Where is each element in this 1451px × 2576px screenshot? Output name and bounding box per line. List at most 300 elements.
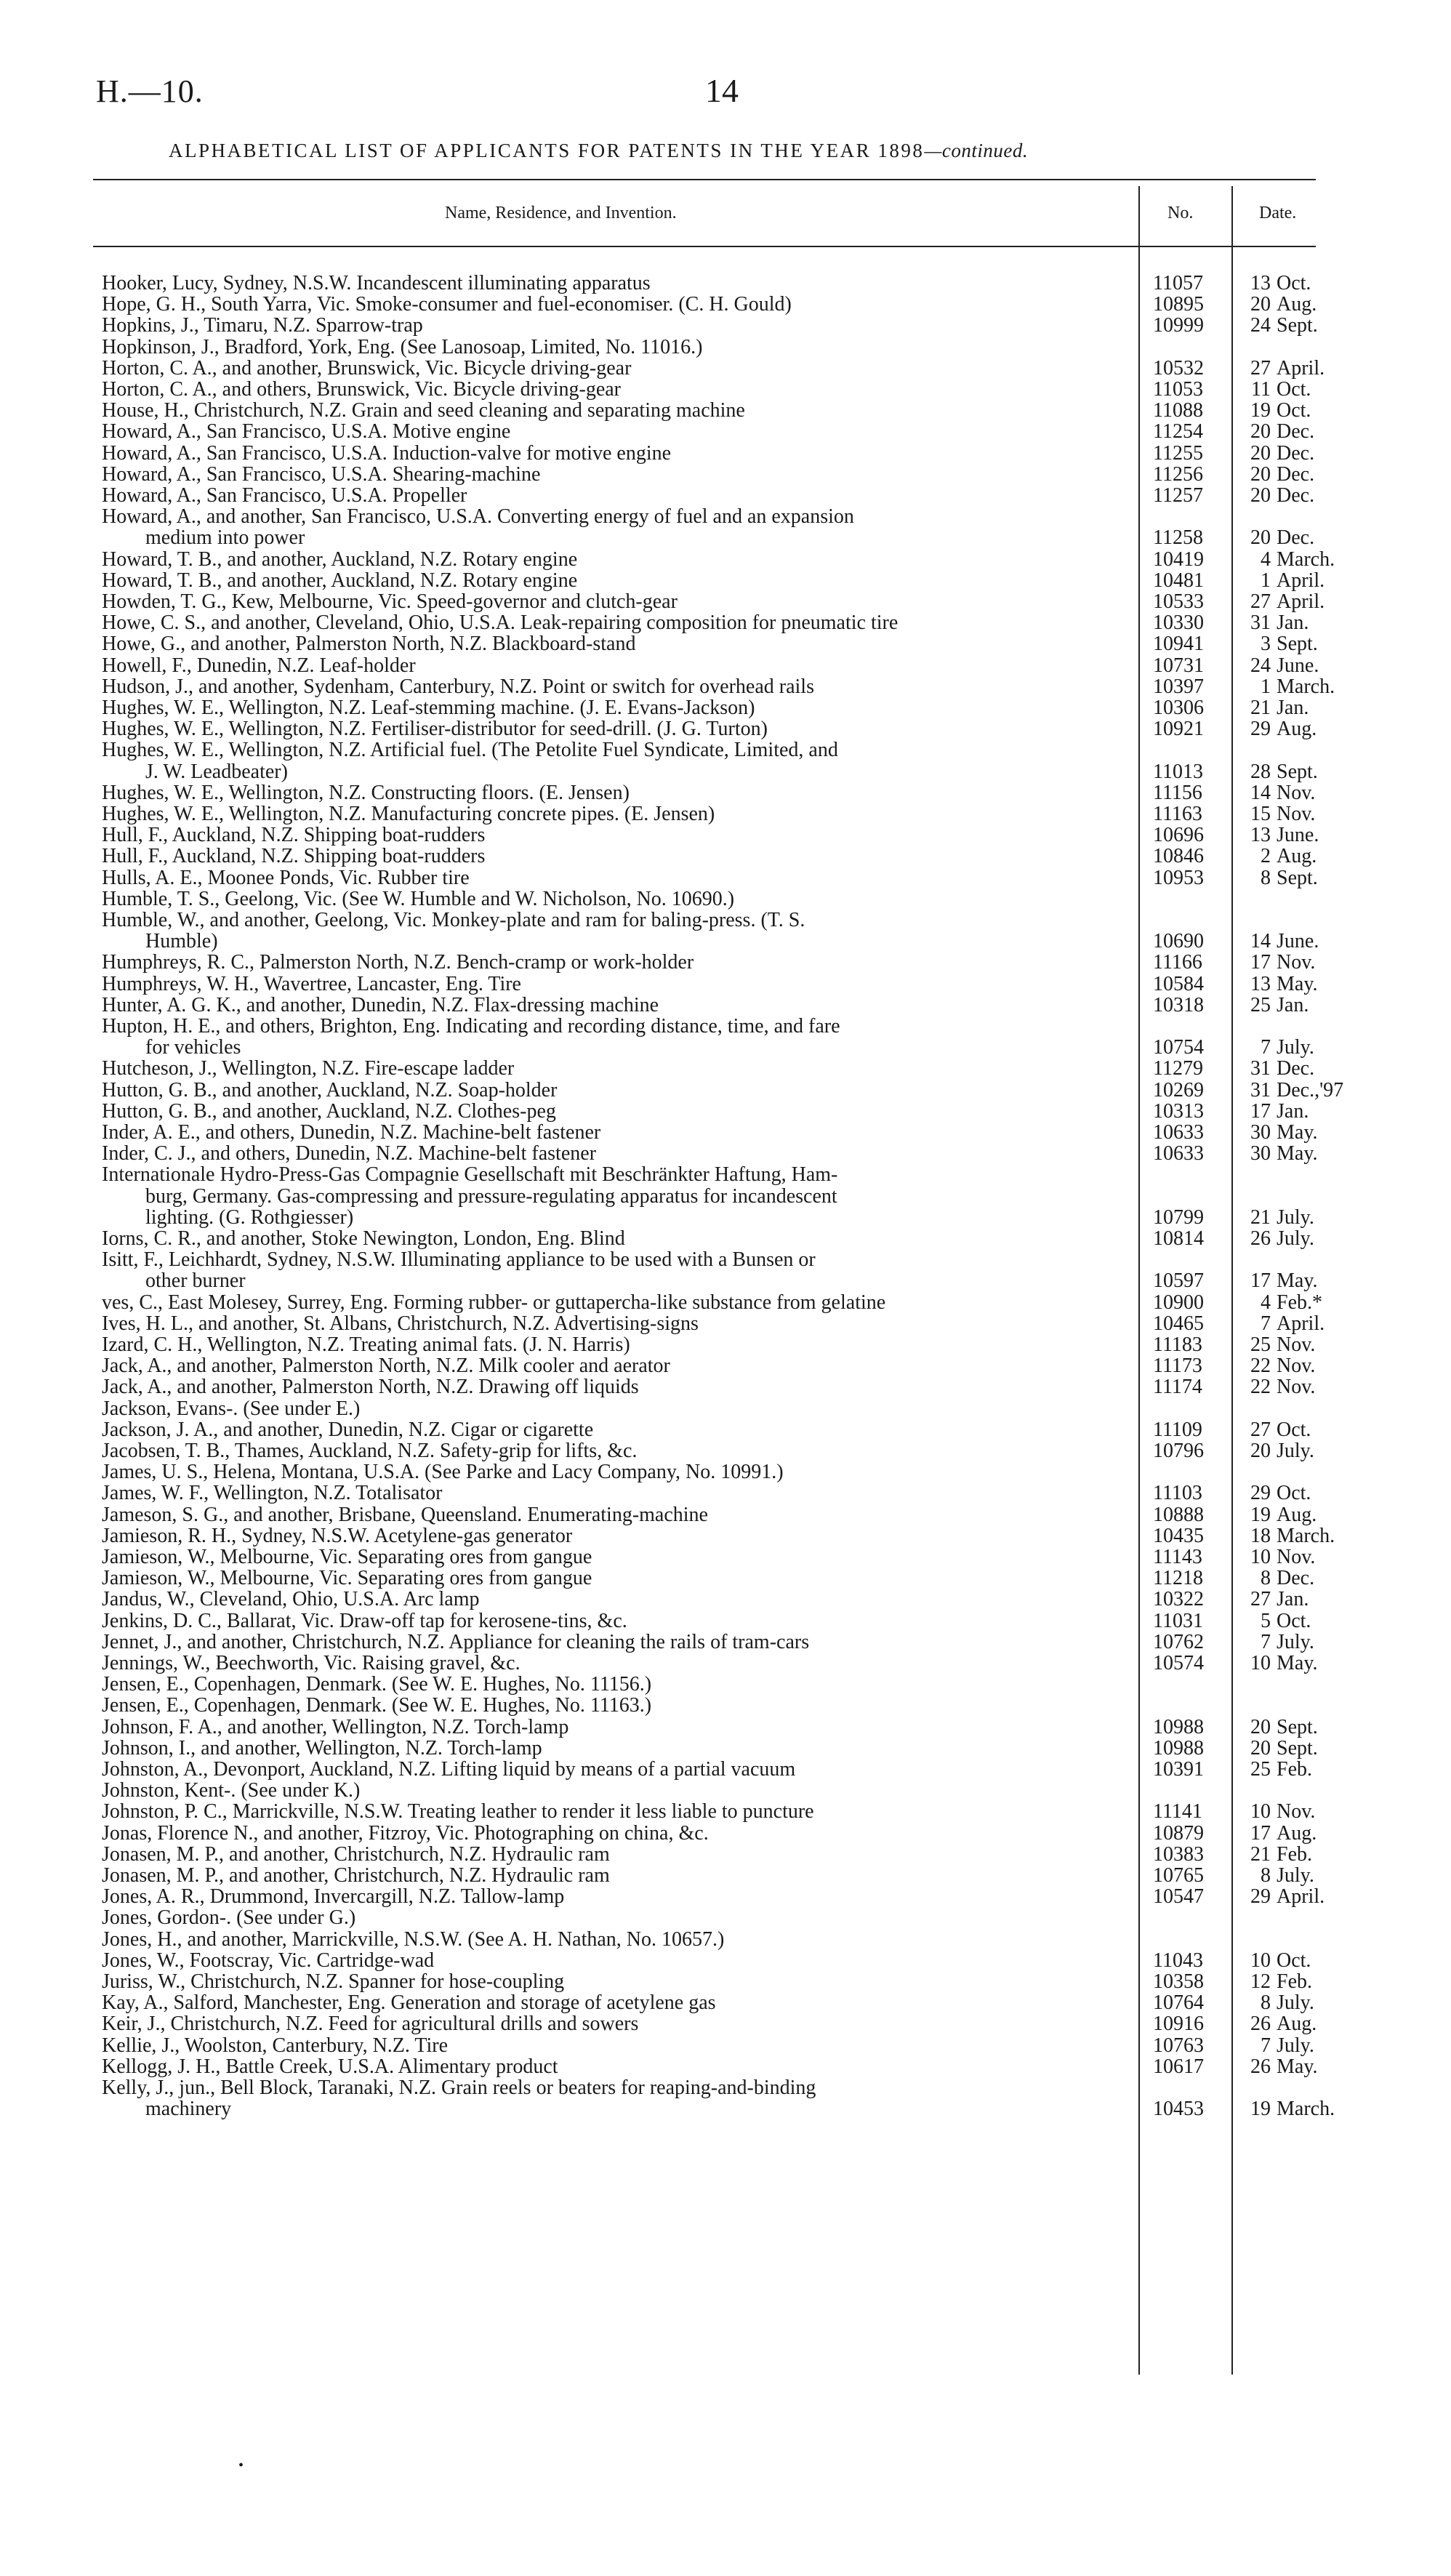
entry-text xyxy=(102,1696,1134,1716)
entry-text xyxy=(102,634,1134,654)
patent-date xyxy=(1245,1951,1314,1971)
date-day: 20 xyxy=(1250,441,1271,465)
date-day: 13 xyxy=(1250,272,1271,294)
entry-label: Ives, H. L., and another, St. Albans, Christchurch, N.Z. Advertising-signs xyxy=(102,1314,703,1334)
entry-text xyxy=(102,1972,1134,1992)
title-continued: —continued. xyxy=(924,140,1029,161)
patent-number: 10696 xyxy=(1153,824,1204,847)
date-month: Dec. xyxy=(1277,484,1315,507)
patent-number: 10900 xyxy=(1153,1291,1204,1314)
patent-date xyxy=(1245,401,1314,421)
patent-date xyxy=(1245,633,1318,656)
entry-label: Inder, C. J., and others, Dunedin, N.Z. Machine-belt fastener xyxy=(102,1144,600,1164)
date-day: 22 xyxy=(1250,1376,1271,1399)
patent-number: 10846 xyxy=(1153,845,1204,868)
entry-label: Jack, A., and another, Palmerston North, N.Z. Milk cooler and aerator xyxy=(102,1356,675,1376)
entry-text xyxy=(102,846,1134,867)
column-divider-date xyxy=(1231,186,1233,2375)
entry-label: Howe, C. S., and another, Cleveland, Ohio, U.S.A. Leak-repairing composition for pneumatic tire xyxy=(102,613,902,633)
patent-date xyxy=(1245,1568,1314,1589)
entry-label: Internationale Hydro-Press-Gas Compagnie Gesellschaft mit Beschränkter Haftung, Ham- xyxy=(102,1165,842,1185)
date-month: Aug. xyxy=(1277,2013,1317,2036)
entry-label: Hooker, Lucy, Sydney, N.S.W. Incandescent illuminating apparatus xyxy=(102,273,655,294)
column-divider-no xyxy=(1138,186,1140,2375)
patent-date xyxy=(1245,1142,1318,1165)
entry-text xyxy=(102,1462,1134,1482)
patent-date xyxy=(1245,718,1317,741)
entry-text xyxy=(102,1335,1134,1355)
date-month: Dec. xyxy=(1277,441,1315,465)
patent-number: 10391 xyxy=(1153,1758,1204,1781)
entry-label: Hutton, G. B., and another, Auckland, N.Z. Soap-holder xyxy=(102,1080,561,1101)
date-month: Sept. xyxy=(1277,1715,1318,1738)
patent-number: 11166 xyxy=(1153,951,1202,974)
patent-number: 10895 xyxy=(1153,293,1204,316)
entry-text xyxy=(102,1356,1134,1376)
entry-text xyxy=(102,507,1134,527)
entry-label: Johnston, P. C., Marrickville, N.S.W. Treating leather to render it less liable to puncture xyxy=(102,1802,819,1822)
entry-label: Hope, G. H., South Yarra, Vic. Smoke-consumer and fuel-economiser. (C. H. Gould) xyxy=(102,294,796,315)
entry-label: Hopkinson, J., Bradford, York, Eng. (See Lanosoap, Limited, No. 11016.) xyxy=(102,337,707,358)
date-month: Dec. xyxy=(1277,526,1315,550)
date-month: July. xyxy=(1277,1864,1314,1887)
entry-text xyxy=(102,273,1134,294)
date-day: 31 xyxy=(1250,1057,1271,1080)
patent-date xyxy=(1245,1038,1314,1058)
patent-number: 10633 xyxy=(1153,1121,1204,1144)
patent-date xyxy=(1245,1589,1314,1610)
patent-number: 10690 xyxy=(1153,930,1204,953)
entry-continuation: Humble) xyxy=(145,931,218,953)
date-month: Jan. xyxy=(1277,611,1309,635)
entry-text xyxy=(102,337,1134,358)
entry-text xyxy=(102,2078,1134,2098)
entry-text xyxy=(102,1653,1134,1674)
entry-label: Howard, A., San Francisco, U.S.A. Motive engine xyxy=(102,422,515,442)
entry-label: Jack, A., and another, Palmerston North, N.Z. Drawing off liquids xyxy=(102,1377,643,1397)
entry-label: Hutcheson, J., Wellington, N.Z. Fire-escape ladder xyxy=(102,1059,518,1079)
date-month: March. xyxy=(1277,675,1335,698)
entry-text xyxy=(102,1526,1134,1546)
patent-number: 10419 xyxy=(1153,547,1204,571)
date-month: July. xyxy=(1277,1036,1314,1059)
patent-number: 10435 xyxy=(1153,1524,1204,1547)
entry-text xyxy=(102,1399,1134,1419)
entry-text xyxy=(102,677,1134,697)
entry-text xyxy=(102,1483,1134,1504)
entry-label: Howard, A., San Francisco, U.S.A. Propeller xyxy=(102,486,471,506)
date-day: 7 xyxy=(1261,2034,1271,2057)
entry-text xyxy=(102,486,1134,506)
entry-text xyxy=(102,1080,1134,1101)
date-month: Aug. xyxy=(1277,718,1317,741)
date-day: 24 xyxy=(1250,654,1271,677)
entry-text xyxy=(102,1568,1134,1589)
patent-number: 11174 xyxy=(1153,1376,1202,1399)
entry-label: Jacobsen, T. B., Thames, Auckland, N.Z. Safety-grip for lifts, &c. xyxy=(102,1441,641,1461)
entry-label: Hutton, G. B., and another, Auckland, N.Z. Clothes-peg xyxy=(102,1102,560,1122)
patent-number: 11257 xyxy=(1153,484,1203,507)
entry-label: Keir, J., Christchurch, N.Z. Feed for agricultural drills and sowers xyxy=(102,2014,643,2034)
date-day: 27 xyxy=(1250,1418,1271,1441)
entry-text xyxy=(102,550,1134,570)
date-month: May. xyxy=(1277,1652,1318,1674)
entry-label: Jamieson, R. H., Sydney, N.S.W. Acetylene-gas generator xyxy=(102,1526,576,1546)
date-month: Dec.,'97 xyxy=(1277,1078,1344,1102)
date-day: 26 xyxy=(1250,1227,1271,1250)
entry-label: Hunter, A. G. K., and another, Dunedin, N.Z. Flax-dressing machine xyxy=(102,995,663,1016)
entry-text xyxy=(102,804,1134,824)
date-day: 19 xyxy=(1250,399,1271,422)
patent-number: 10313 xyxy=(1153,1099,1204,1123)
date-day: 30 xyxy=(1250,1142,1271,1165)
patent-date xyxy=(1245,380,1314,400)
entry-text xyxy=(102,889,1134,910)
patent-number: 10330 xyxy=(1153,611,1204,635)
patent-number: 11256 xyxy=(1153,462,1203,486)
entry-label: Kay, A., Salford, Manchester, Eng. Generation and storage of acetylene gas xyxy=(102,1993,720,2013)
entry-label: Hupton, H. E., and others, Brighton, Eng. Indicating and recording distance, time, and fare xyxy=(102,1016,845,1037)
patent-date xyxy=(1245,1632,1314,1653)
entry-text xyxy=(102,719,1134,739)
date-month: March. xyxy=(1277,1524,1335,1547)
date-day: 3 xyxy=(1261,633,1271,656)
entry-text xyxy=(102,444,1134,464)
date-month: Oct. xyxy=(1277,399,1311,422)
entry-text xyxy=(102,358,1134,379)
patent-date xyxy=(1245,1652,1318,1674)
patent-date xyxy=(1245,590,1325,613)
patent-number: 10532 xyxy=(1153,356,1204,380)
entry-text xyxy=(102,2057,1134,2077)
patent-date xyxy=(1245,1312,1325,1335)
date-month: Oct. xyxy=(1277,378,1311,401)
date-month: Aug. xyxy=(1277,845,1317,868)
date-month: July. xyxy=(1277,1227,1314,1250)
date-day: 1 xyxy=(1261,569,1271,592)
date-day: 7 xyxy=(1261,1630,1271,1653)
patent-number: 11043 xyxy=(1153,1949,1203,1972)
patent-number: 10916 xyxy=(1153,2013,1204,2036)
date-month: Dec. xyxy=(1277,462,1315,486)
date-day: 20 xyxy=(1250,526,1271,550)
entry-label: Izard, C. H., Wellington, N.Z. Treating animal fats. (J. N. Harris) xyxy=(102,1335,635,1355)
patent-number: 11088 xyxy=(1153,399,1203,422)
patent-number: 11143 xyxy=(1153,1546,1202,1568)
patent-date xyxy=(1245,995,1314,1016)
patent-number: 10481 xyxy=(1153,569,1204,592)
entry-text xyxy=(102,380,1134,400)
patent-number: 10617 xyxy=(1153,2055,1204,2078)
entry-label: Howden, T. G., Kew, Melbourne, Vic. Speed-governor and clutch-gear xyxy=(102,592,682,612)
date-day: 22 xyxy=(1250,1355,1271,1378)
patent-date xyxy=(1245,952,1314,973)
entry-label: Humphreys, R. C., Palmerston North, N.Z. Bench-cramp or work-holder xyxy=(102,952,698,973)
entry-label: Jones, H., and another, Marrickville, N.S.W. (See A. H. Nathan, No. 10657.) xyxy=(102,1930,728,1950)
patent-date xyxy=(1245,972,1318,995)
date-day: 17 xyxy=(1250,951,1271,974)
patent-number: 10888 xyxy=(1153,1503,1204,1526)
entry-label: Horton, C. A., and another, Brunswick, Vic. Bicycle driving-gear xyxy=(102,358,635,379)
date-day: 25 xyxy=(1250,1333,1271,1356)
patent-number: 10318 xyxy=(1153,993,1204,1016)
entry-text xyxy=(102,1377,1134,1397)
patent-date xyxy=(1245,1205,1314,1229)
entry-label: House, H., Christchurch, N.Z. Grain and seed cleaning and separating machine xyxy=(102,401,749,421)
entry-text xyxy=(102,1123,1134,1143)
date-month: April. xyxy=(1277,1885,1325,1909)
entry-text xyxy=(102,2014,1134,2034)
date-day: 31 xyxy=(1250,1078,1271,1102)
entry-text xyxy=(102,1717,1134,1738)
date-day: 31 xyxy=(1250,611,1271,635)
date-month: Feb.* xyxy=(1277,1291,1322,1314)
date-day: 5 xyxy=(1261,1609,1271,1632)
entry-text xyxy=(102,1314,1134,1334)
date-day: 4 xyxy=(1261,547,1271,571)
date-month: Dec. xyxy=(1277,420,1315,444)
date-month: Aug. xyxy=(1277,1821,1317,1845)
entry-text xyxy=(102,316,1134,336)
date-month: Oct. xyxy=(1277,272,1311,294)
entry-label: Humphreys, W. H., Wavertree, Lancaster, Eng. Tire xyxy=(102,974,526,995)
patent-number: 10763 xyxy=(1153,2034,1204,2057)
entry-text xyxy=(102,1547,1134,1568)
date-day: 19 xyxy=(1250,1503,1271,1526)
date-day: 14 xyxy=(1250,930,1271,953)
patent-date xyxy=(1245,1229,1314,1249)
entry-text xyxy=(102,974,1134,995)
entry-label: Hughes, W. E., Wellington, N.Z. Manufacturing concrete pipes. (E. Jensen) xyxy=(102,804,719,824)
date-day: 24 xyxy=(1250,314,1271,337)
entry-continuation: other burner xyxy=(145,1271,246,1293)
entry-label: Howard, A., San Francisco, U.S.A. Shearing-machine xyxy=(102,465,544,485)
title-text: ALPHABETICAL LIST OF APPLICANTS FOR PATENTS IN THE YEAR 1898 xyxy=(169,140,925,161)
patent-date xyxy=(1245,1802,1314,1822)
entry-text xyxy=(102,1930,1134,1950)
date-month: June. xyxy=(1277,824,1319,847)
entry-label: Johnson, F. A., and another, Wellington, N.Z. Torch-lamp xyxy=(102,1717,573,1738)
date-month: Oct. xyxy=(1277,1609,1311,1632)
entry-text xyxy=(102,1632,1134,1653)
date-day: 13 xyxy=(1250,824,1271,847)
stray-mark: • xyxy=(238,2457,244,2473)
date-day: 21 xyxy=(1250,1205,1271,1229)
patent-date xyxy=(1245,824,1319,847)
patent-number: 11279 xyxy=(1153,1057,1203,1080)
entry-label: Howell, F., Dunedin, N.Z. Leaf-holder xyxy=(102,656,420,676)
patent-date xyxy=(1245,1885,1325,1909)
entry-text xyxy=(102,1229,1134,1249)
page-number: 14 xyxy=(705,72,739,109)
patent-number: 11156 xyxy=(1153,781,1202,804)
entry-label: Iorns, C. R., and another, Stoke Newington, London, Eng. Blind xyxy=(102,1229,630,1249)
entry-label: Jones, W., Footscray, Vic. Cartridge-wad xyxy=(102,1951,438,1971)
entry-label: Hull, F., Auckland, N.Z. Shipping boat-rudders xyxy=(102,846,489,867)
entry-text xyxy=(102,465,1134,485)
date-month: Oct. xyxy=(1277,1482,1311,1505)
date-day: 2 xyxy=(1261,845,1271,868)
entry-text xyxy=(102,1420,1134,1440)
entry-label: James, W. F., Wellington, N.Z. Totalisator xyxy=(102,1483,447,1504)
entry-label: Jonas, Florence N., and another, Fitzroy, Vic. Photographing on china, &c. xyxy=(102,1823,713,1844)
patent-date xyxy=(1245,462,1315,486)
entry-text xyxy=(102,294,1134,315)
entry-text xyxy=(102,1611,1134,1632)
entry-label: Howard, A., and another, San Francisco, U.S.A. Converting energy of fuel and an expansion xyxy=(102,507,859,527)
entry-label: Humble, W., and another, Geelong, Vic. Monkey-plate and ram for baling-press. (T. S. xyxy=(102,910,809,931)
date-month: Nov. xyxy=(1277,803,1316,825)
entry-label: Humble, T. S., Geelong, Vic. (See W. Humble and W. Nicholson, No. 10690.) xyxy=(102,889,739,910)
patent-date xyxy=(1245,783,1314,803)
patent-date xyxy=(1245,547,1335,571)
entry-label: Kellogg, J. H., Battle Creek, U.S.A. Alimentary product xyxy=(102,2057,563,2077)
date-month: Dec. xyxy=(1277,1057,1315,1080)
entry-text xyxy=(102,1102,1134,1122)
patent-date xyxy=(1245,613,1314,633)
entry-label: Jensen, E., Copenhagen, Denmark. (See W. E. Hughes, No. 11156.) xyxy=(102,1674,656,1695)
date-day: 20 xyxy=(1250,1715,1271,1738)
date-day: 19 xyxy=(1250,2098,1271,2121)
date-month: June. xyxy=(1277,930,1319,953)
entry-text xyxy=(102,1993,1134,2013)
entry-text xyxy=(102,825,1134,846)
entry-label: Horton, C. A., and others, Brunswick, Vic. Bicycle driving-gear xyxy=(102,380,625,400)
date-month: July. xyxy=(1277,2034,1314,2057)
date-month: Nov. xyxy=(1277,951,1316,974)
date-day: 10 xyxy=(1250,1652,1271,1674)
column-header-no: No. xyxy=(1167,204,1194,222)
patent-number: 11173 xyxy=(1153,1355,1202,1378)
date-day: 15 xyxy=(1250,803,1271,825)
date-month: July. xyxy=(1277,1205,1314,1229)
date-month: March. xyxy=(1277,2098,1335,2121)
entry-label: Jonasen, M. P., and another, Christchurch, N.Z. Hydraulic ram xyxy=(102,1845,614,1865)
entry-text xyxy=(102,422,1134,442)
entry-text xyxy=(102,1250,1134,1270)
patent-date xyxy=(1245,422,1314,442)
entry-text xyxy=(102,1760,1134,1780)
entry-label: Jandus, W., Cleveland, Ohio, U.S.A. Arc lamp xyxy=(102,1589,484,1610)
date-month: Dec. xyxy=(1277,1567,1315,1590)
date-day: 7 xyxy=(1261,1312,1271,1335)
date-month: Sept. xyxy=(1277,314,1318,337)
entry-label: Hughes, W. E., Wellington, N.Z. Fertiliser-distributor for seed-drill. (J. G. Turton) xyxy=(102,719,772,739)
entry-text xyxy=(102,571,1134,591)
patent-date xyxy=(1245,1547,1314,1568)
patent-date xyxy=(1245,1078,1344,1102)
date-month: Sept. xyxy=(1277,866,1318,889)
date-month: April. xyxy=(1277,569,1325,592)
date-month: Nov. xyxy=(1277,781,1316,804)
top-rule xyxy=(93,179,1316,180)
date-day: 20 xyxy=(1250,484,1271,507)
entry-text xyxy=(102,1908,1134,1928)
date-day: 4 xyxy=(1261,1291,1271,1314)
date-month: May. xyxy=(1277,1121,1318,1144)
page-title xyxy=(169,140,1317,162)
patent-number: 11031 xyxy=(1153,1609,1203,1632)
date-day: 29 xyxy=(1250,1482,1271,1505)
date-day: 20 xyxy=(1250,462,1271,486)
patent-number: 10597 xyxy=(1153,1269,1204,1293)
patent-date xyxy=(1245,1821,1317,1845)
patent-date xyxy=(1245,293,1317,316)
patent-number: 10941 xyxy=(1153,633,1204,656)
entry-label: Johnson, I., and another, Wellington, N.Z. Torch-lamp xyxy=(102,1738,547,1759)
patent-date xyxy=(1245,1611,1314,1632)
date-month: May. xyxy=(1277,1142,1318,1165)
patent-date xyxy=(1245,675,1335,698)
patent-date xyxy=(1245,486,1314,506)
date-day: 25 xyxy=(1250,1758,1271,1781)
date-month: May. xyxy=(1277,2055,1318,2078)
patent-date xyxy=(1245,1335,1314,1355)
entry-label: Jamieson, W., Melbourne, Vic. Separating ores from gangue xyxy=(102,1568,596,1589)
date-month: Aug. xyxy=(1277,293,1317,316)
entry-text xyxy=(102,995,1134,1016)
date-month: Jan. xyxy=(1277,697,1309,719)
entry-text xyxy=(102,1781,1134,1801)
patent-date xyxy=(1245,1269,1318,1293)
patent-date xyxy=(1245,1760,1314,1780)
date-day: 20 xyxy=(1250,420,1271,444)
entry-continuation: medium into power xyxy=(145,528,305,550)
entry-label: Isitt, F., Leichhardt, Sydney, N.S.W. Illuminating appliance to be used with a Bunsen or xyxy=(102,1250,820,1270)
patent-date xyxy=(1245,1059,1314,1079)
date-month: July. xyxy=(1277,1440,1314,1462)
entry-text xyxy=(102,2036,1134,2056)
entry-text xyxy=(102,401,1134,421)
date-day: 25 xyxy=(1250,993,1271,1016)
date-month: Feb. xyxy=(1277,1758,1312,1781)
date-month: March. xyxy=(1277,547,1335,571)
patent-number: 10465 xyxy=(1153,1312,1204,1335)
patent-number: 10397 xyxy=(1153,675,1204,698)
date-day: 12 xyxy=(1250,1970,1271,1993)
entry-text xyxy=(102,1441,1134,1461)
date-month: Feb. xyxy=(1277,1842,1312,1866)
patent-number: 10358 xyxy=(1153,1970,1204,1993)
patent-number: 10988 xyxy=(1153,1715,1204,1738)
patent-number: 10633 xyxy=(1153,1142,1204,1165)
entry-text xyxy=(102,783,1134,803)
date-day: 11 xyxy=(1251,378,1271,401)
entry-text xyxy=(102,1165,1134,1185)
entry-label: Howard, A., San Francisco, U.S.A. Induction-valve for motive engine xyxy=(102,444,675,464)
patent-date xyxy=(1245,1503,1317,1526)
patent-date xyxy=(1245,1842,1314,1866)
patent-date xyxy=(1245,1524,1335,1547)
patent-number: 11013 xyxy=(1153,760,1203,783)
entry-label: Jensen, E., Copenhagen, Denmark. (See W. E. Hughes, No. 11163.) xyxy=(102,1696,656,1716)
patent-date xyxy=(1245,1121,1318,1144)
patent-number: 10765 xyxy=(1153,1864,1204,1887)
patent-number: 10453 xyxy=(1153,2098,1204,2121)
entry-text xyxy=(102,1016,1134,1037)
date-day: 21 xyxy=(1250,1842,1271,1866)
date-day: 14 xyxy=(1250,781,1271,804)
entry-label: Hudson, J., and another, Sydenham, Canterbury, N.Z. Point or switch for overhead rails xyxy=(102,677,819,697)
date-month: Jan. xyxy=(1277,993,1309,1016)
date-month: Nov. xyxy=(1277,1546,1316,1568)
entry-text xyxy=(102,656,1134,676)
patent-date xyxy=(1245,804,1314,824)
patent-date xyxy=(1245,441,1315,465)
patent-date xyxy=(1245,2013,1317,2036)
patent-date xyxy=(1245,1099,1314,1123)
entry-label: Hulls, A. E., Moonee Ponds, Vic. Rubber tire xyxy=(102,868,474,888)
